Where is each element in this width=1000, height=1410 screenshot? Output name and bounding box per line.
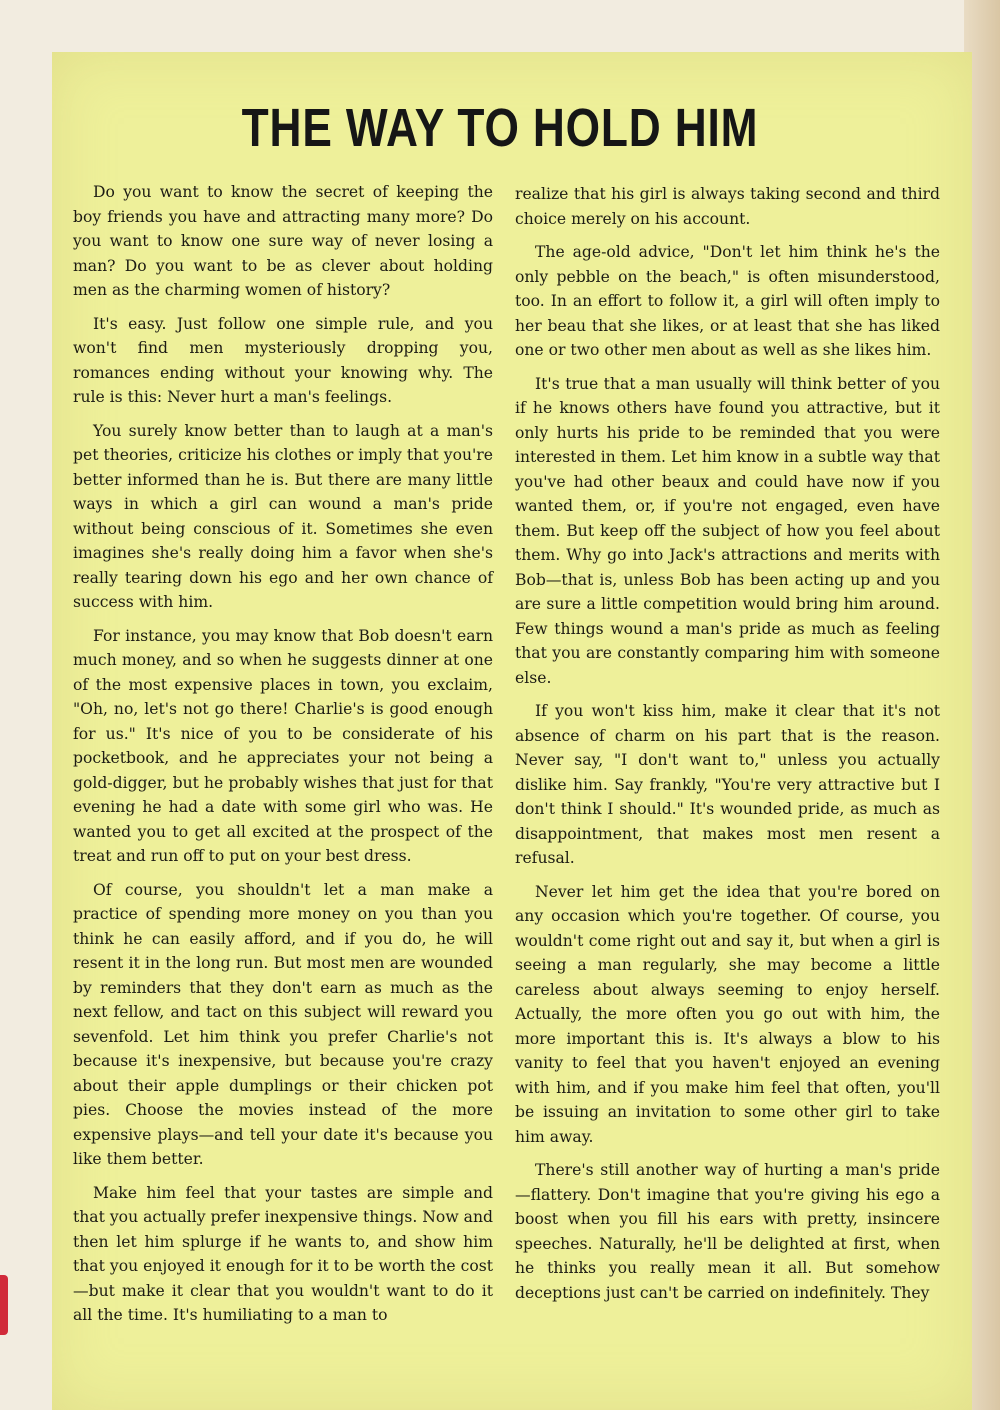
paragraph: realize that his girl is always taking second and third choice merely on his account. [515,185,940,228]
paragraph: For instance, you may know that Bob doesn't earn much money, and so when he suggests dinner at one of the most expensive places in town, you exclaim, "Oh, no, let's not go there! Charlie's is good enough for us." It's nice of you to be considerate of his pocketbook, and he appreciates your not being a gold-digger, but he probably wishes that just for that evening he had a date with some girl who was. He wanted you to get all excited at the prospect of the treat and run off to put on your best dress. [73,626,493,865]
paragraph: The age-old advice, "Don't let him think he's the only pebble on the beach," is often misunderstood, too. In an effort to follow it, a girl will often imply to her beau that she likes, or at least that she has liked one or two other men about as well as she likes him. [515,243,940,359]
red-edge-mark [0,1275,8,1335]
paragraph: There's still another way of hurting a man's pride—flattery. Don't imagine that you're giving his ego a boost when you fill his ears with pretty, insincere speeches. Naturally, he'll be delighted at first, when he thinks you really mean it all. But somehow deceptions just can't be carried on indefinitely. They [515,1161,940,1302]
paragraph: It's easy. Just follow one simple rule, and you won't find men mysteriously dropping you, romances ending without your knowing why. The rule is this: Never hurt a man's feelings. [73,314,493,406]
paragraph: Of course, you shouldn't let a man make a practice of spending more money on you than you think he can easily afford, and if you do, he will resent it in the long run. But most men are wounded by reminders that they don't earn as much as the next fellow, and tact on this subject will reward you sevenfold. Let him think you prefer Charlie's not because it's inexpensive, but because you're crazy about their apple dumplings or their chicken pot pies. Choose the movies instead of the more expensive plays—and tell your date it's because you like them better. [73,880,493,1168]
article-title: THE WAY TO HOLD HIM [241,98,759,158]
paragraph: You surely know better than to laugh at a man's pet theories, criticize his clothes or imply that you're better informed than he is. But there are many little ways in which a girl can wound a man's pride without being conscious of it. Sometimes she even imagines she's really doing him a favor when she's really tearing down his ego and her own chance of success with him. [73,421,493,611]
paragraph: Never let him get the idea that you're bored on any occasion which you're together. Of course, you wouldn't come right out and say it, but when a girl is seeing a man regularly, she may become a little careless about always seeming to enjoy herself. Actually, the more often you go out with him, the more important this is. It's always a blow to his vanity to feel that you haven't enjoyed an evening with him, and if you make him feel that often, you'll be issuing an invitation to some other girl to take him away. [515,882,940,1146]
paragraph: Do you want to know the secret of keeping the boy friends you have and attracting many more? Do you want to know one sure way of never losing a man? Do you want to be as clever about holding men as the charming women of history? [73,183,493,299]
right-column [515,182,940,1314]
paragraph: Make him feel that your tastes are simple and that you actually prefer inexpensive things. Now and then let him splurge if he wants to, and show him that you enjoyed it enough for it to be worth the cost—but make it clear that you wouldn't want to do it all the time. It's humiliating to a man to [73,1183,493,1324]
paragraph: It's true that a man usually will think better of you if he knows others have found you attractive, but it only hurts his pride to be reminded that you were interested in them. Let him know in a subtle way that you've had other beaux and could have now if you wanted them, or, if you're not engaged, even have them. But keep off the subject of how you feel about them. Why go into Jack's attractions and merits with Bob—that is, unless Bob has been acting up and you are sure a little competition would bring him around. Few things wound a man's pride as much as feeling that you are constantly comparing him with someone else. [515,374,940,687]
paragraph: If you won't kiss him, make it clear that it's not absence of charm on his part that is the reason. Never say, "I don't want to," unless you actually dislike him. Say frankly, "You're very attractive but I don't think I should." It's wounded pride, as much as disappointment, that makes most men resent a refusal. [515,702,940,867]
left-column [73,180,493,1337]
